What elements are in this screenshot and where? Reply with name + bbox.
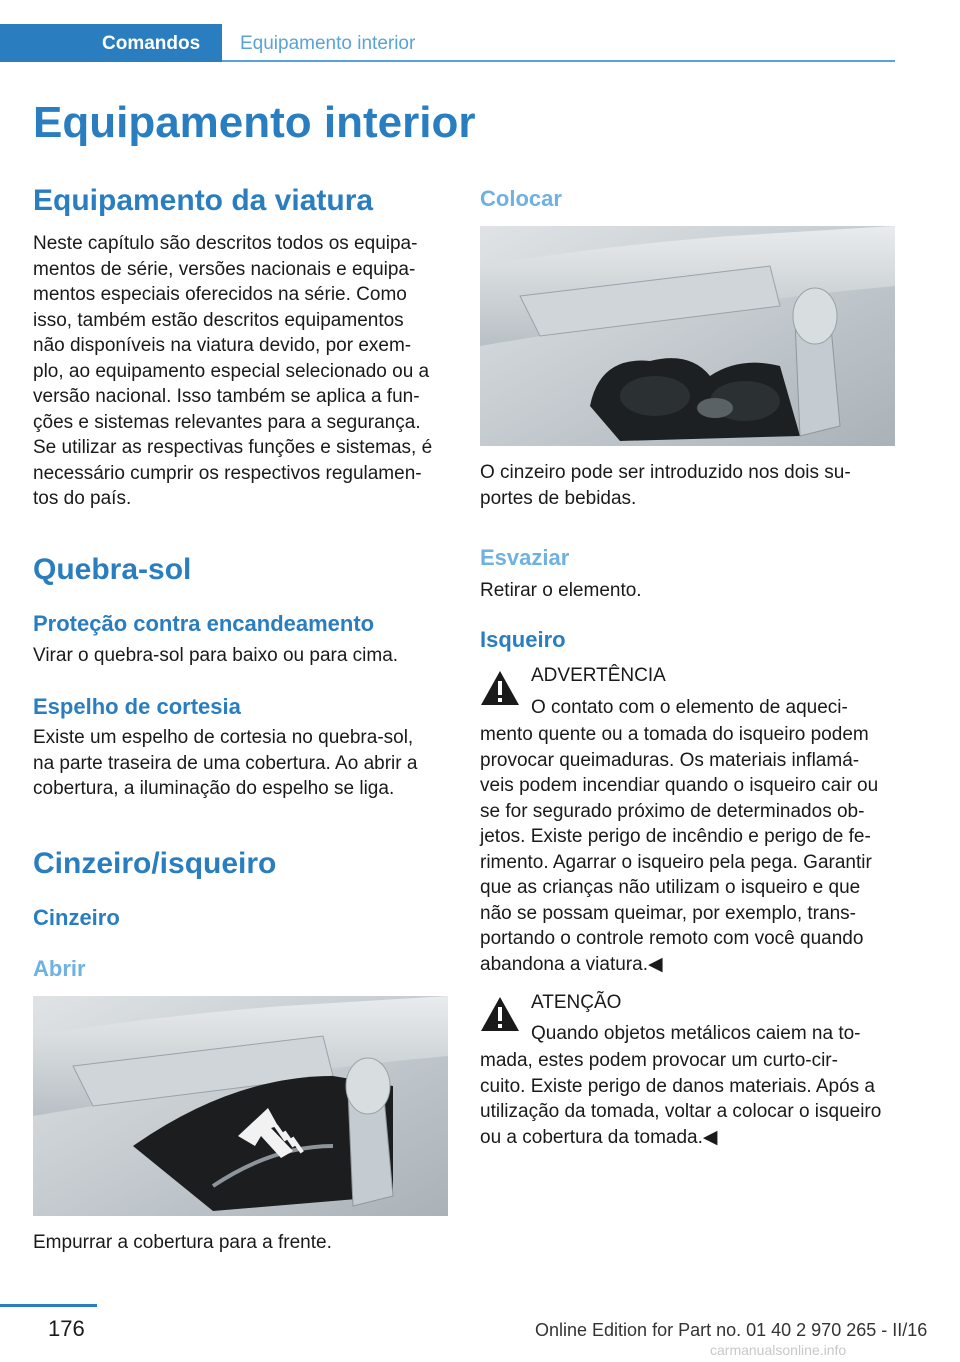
heading-colocar: Colocar bbox=[480, 186, 562, 211]
page-number: 176 bbox=[48, 1316, 85, 1341]
caution-body: mada, estes podem provocar um curto-cir- cuito. Existe perigo de danos materiais. Após a utilização da tomada, voltar a colocar o isqueiro ou a cobertura da tomada.◀ bbox=[480, 1050, 882, 1148]
caution-triangle-icon bbox=[480, 996, 520, 1032]
paragraph-espelho: Existe um espelho de cortesia no quebra-sol, na parte traseira de uma cobertura. Ao abrir a cobertura, a iluminação do espelho se liga. bbox=[33, 727, 418, 799]
caption-colocar: O cinzeiro pode ser introduzido nos dois su- portes de bebidas. bbox=[480, 462, 851, 509]
tab-comandos-label: Comandos bbox=[102, 33, 201, 54]
heading-cinzeiro: Cinzeiro bbox=[33, 905, 120, 930]
header-tabs bbox=[0, 24, 895, 62]
watermark: carmanualsonline.info bbox=[710, 1342, 847, 1358]
page-title: Equipamento interior bbox=[33, 98, 476, 147]
heading-esvaziar: Esvaziar bbox=[480, 545, 570, 570]
footer-edition: Online Edition for Part no. 01 40 2 970 265 - II/16 bbox=[535, 1320, 928, 1340]
footer-rule bbox=[0, 1304, 97, 1307]
warning-triangle-icon bbox=[480, 670, 520, 706]
caution-first-line: Quando objetos metálicos caiem na to- bbox=[531, 1023, 861, 1044]
warning-body: mento quente ou a tomada do isqueiro podem provocar queimaduras. Os materiais inflamá- veis podem incendiar quando o isqueiro cair ou se for segurado próximo de determinados ob- jetos. Existe perigo de incêndio e perigo de fe- rimento. Agarrar o isqueiro pela pega. Garantir que as crianças não utilizam o isqueiro e que não se possam queimar, por exemplo, trans- portando o controle remoto com você quando abandona a viatura.◀ bbox=[480, 724, 879, 975]
paragraph-protecao: Virar o quebra-sol para baixo ou para cima. bbox=[33, 645, 399, 666]
warning-first-line: O contato com o elemento de aqueci- bbox=[531, 697, 848, 718]
header-divider bbox=[222, 60, 895, 62]
heading-espelho: Espelho de cortesia bbox=[33, 694, 241, 719]
tab-equipamento-interior[interactable]: Equipamento interior bbox=[240, 33, 416, 54]
paragraph-equipamento: Neste capítulo são descritos todos os equipa- mentos de série, versões nacionais e equipa- mentos especiais oferecidos na série. Como isso, também estão descritos equipamentos não disponíveis na viatura devido, por exem- plo, ao equipamento especial selecionado ou a versão nacional. Isso também se aplica a fun- ções e sistemas relevantes para a segurança. Se utilizar as respectivas funções e sistemas, é necessário cumprir os respectivos regulamen- tos do país. bbox=[33, 233, 433, 509]
ashtray-insert-photo bbox=[480, 226, 895, 446]
heading-equipamento-viatura: Equipamento da viatura bbox=[33, 184, 374, 217]
heading-isqueiro: Isqueiro bbox=[480, 627, 566, 652]
heading-quebra-sol: Quebra-sol bbox=[33, 553, 192, 586]
heading-protecao: Proteção contra encandeamento bbox=[33, 611, 375, 636]
warning-title: ADVERTÊNCIA bbox=[531, 665, 666, 686]
heading-cinzeiro-isqueiro: Cinzeiro/isqueiro bbox=[33, 847, 277, 880]
caption-abrir: Empurrar a cobertura para a frente. bbox=[33, 1232, 332, 1253]
tab-comandos[interactable] bbox=[0, 24, 222, 62]
paragraph-esvaziar: Retirar o elemento. bbox=[480, 580, 642, 601]
ashtray-open-photo bbox=[33, 996, 448, 1216]
heading-abrir: Abrir bbox=[33, 956, 86, 981]
caution-title: ATENÇÃO bbox=[531, 992, 622, 1013]
